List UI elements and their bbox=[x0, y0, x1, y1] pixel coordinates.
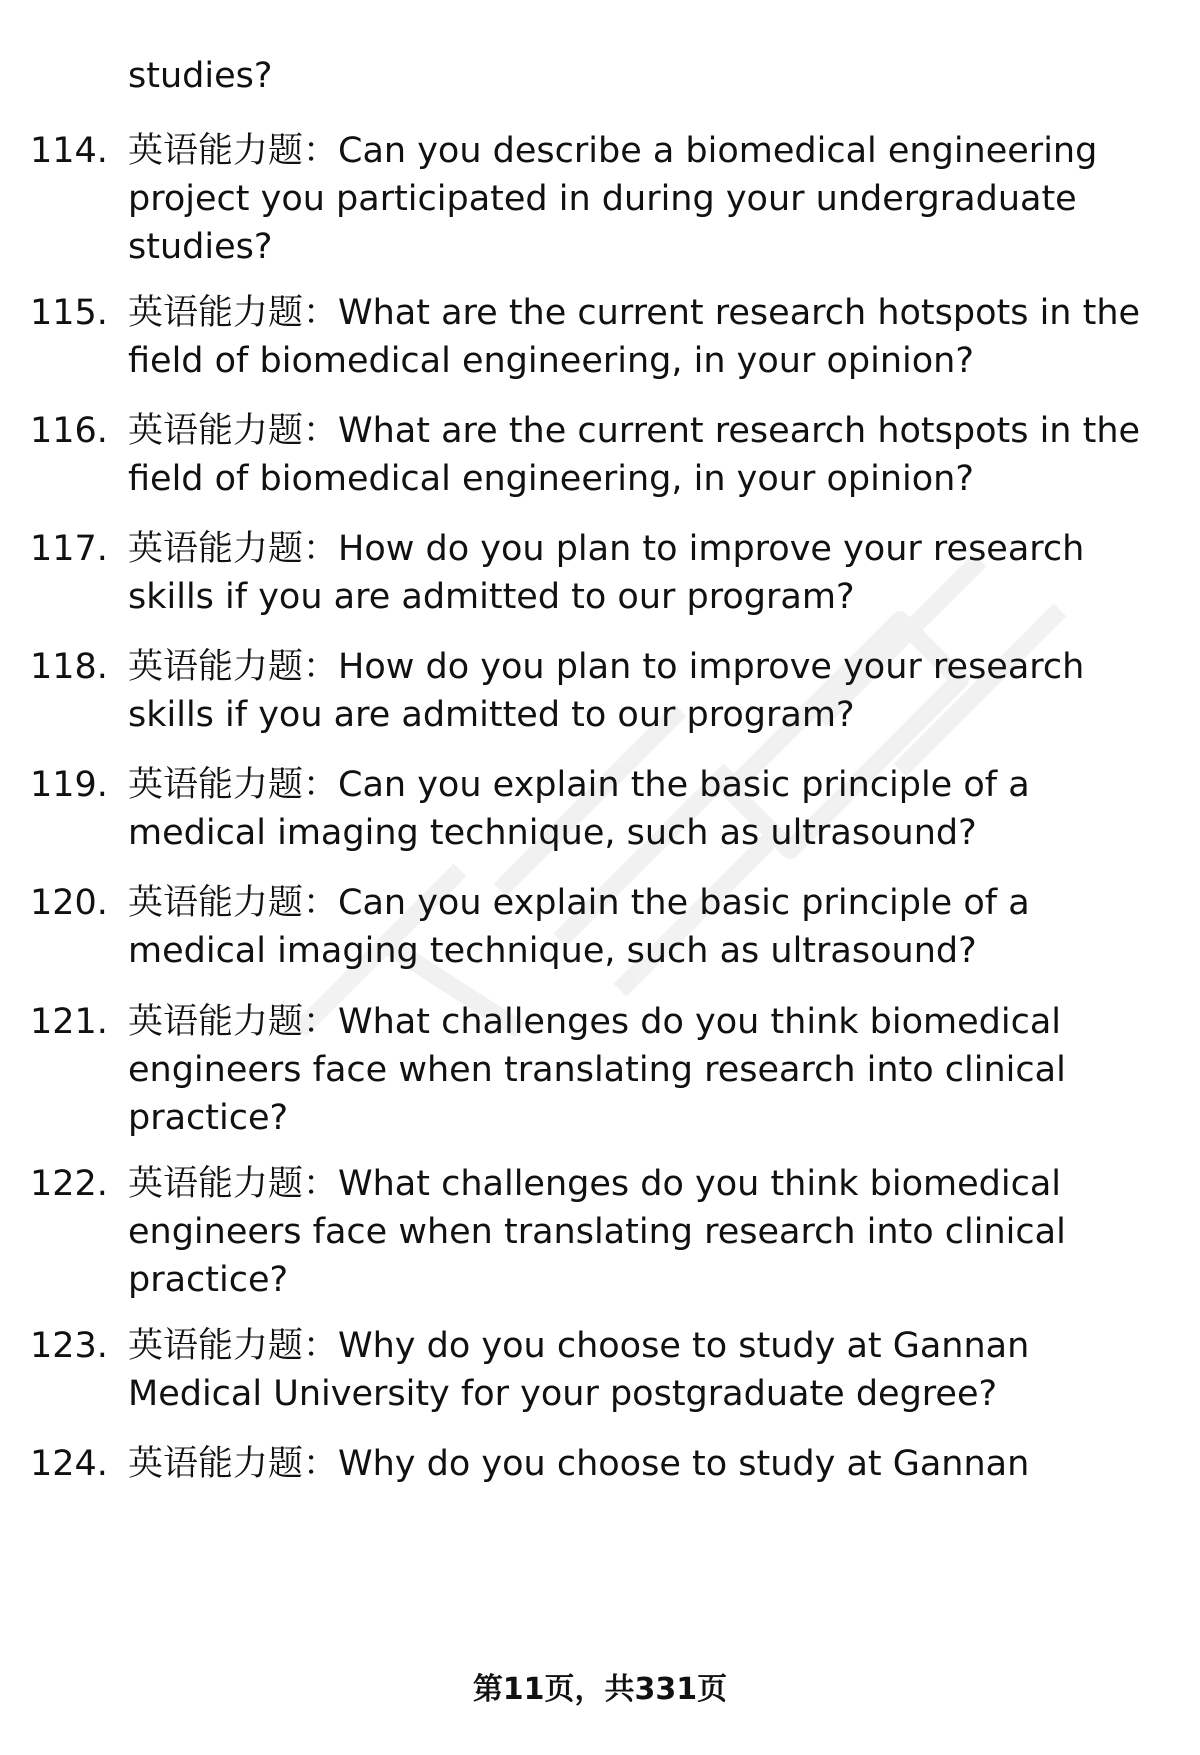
question-line: Can you explain the basic principle of a bbox=[338, 883, 1030, 923]
question-number: 116. bbox=[30, 411, 108, 451]
page-footer: 第11页，共331页 bbox=[472, 1672, 728, 1707]
question-line: Medical University for your postgraduate degree? bbox=[128, 1374, 998, 1414]
question-category: 英语能力题： bbox=[128, 529, 339, 569]
question-text bbox=[128, 643, 1138, 739]
question-line: What challenges do you think biomedical bbox=[338, 1002, 1061, 1042]
question-text bbox=[128, 407, 1141, 503]
question-category: 英语能力题： bbox=[128, 1164, 339, 1204]
question-category: 英语能力题： bbox=[128, 1002, 339, 1042]
question-category: 英语能力题： bbox=[128, 411, 339, 451]
question-text bbox=[128, 998, 1138, 1142]
question-line: What are the current research hotspots in the bbox=[338, 293, 1141, 333]
question-line: field of biomedical engineering, in your opinion? bbox=[128, 459, 974, 499]
question-line: practice? bbox=[128, 1260, 289, 1300]
question-category: 英语能力题： bbox=[128, 765, 339, 805]
question-text bbox=[128, 1440, 1138, 1488]
question-category: 英语能力题： bbox=[128, 131, 339, 171]
question-line: skills if you are admitted to our program? bbox=[128, 695, 855, 735]
question-number: 124. bbox=[30, 1444, 108, 1484]
question-number: 122. bbox=[30, 1164, 108, 1204]
question-line: field of biomedical engineering, in your opinion? bbox=[128, 341, 974, 381]
question-text bbox=[128, 1160, 1138, 1304]
question-line: studies? bbox=[128, 56, 273, 96]
question-line: skills if you are admitted to our program? bbox=[128, 577, 855, 617]
question-text bbox=[128, 525, 1138, 621]
question-text bbox=[128, 52, 1138, 100]
question-number: 115. bbox=[30, 293, 108, 333]
question-line: Can you describe a biomedical engineering bbox=[338, 131, 1098, 171]
question-line: engineers face when translating research into clinical bbox=[128, 1050, 1066, 1090]
question-number: 118. bbox=[30, 647, 108, 687]
question-category: 英语能力题： bbox=[128, 883, 339, 923]
question-line: How do you plan to improve your research bbox=[338, 529, 1085, 569]
question-line: Can you explain the basic principle of a bbox=[338, 765, 1030, 805]
question-line: Why do you choose to study at Gannan bbox=[338, 1326, 1030, 1366]
question-line: Why do you choose to study at Gannan bbox=[338, 1444, 1030, 1484]
question-number: 119. bbox=[30, 765, 108, 805]
question-line: project you participated in during your undergraduate bbox=[128, 179, 1077, 219]
question-category: 英语能力题： bbox=[128, 293, 339, 333]
question-text bbox=[128, 289, 1141, 385]
question-text bbox=[128, 1322, 1138, 1418]
question-line: practice? bbox=[128, 1098, 289, 1138]
question-category: 英语能力题： bbox=[128, 1326, 339, 1366]
question-text bbox=[128, 127, 1138, 271]
question-line: What challenges do you think biomedical bbox=[338, 1164, 1061, 1204]
question-number: 114. bbox=[30, 131, 108, 171]
question-number: 120. bbox=[30, 883, 108, 923]
question-text bbox=[128, 879, 1138, 975]
question-line: How do you plan to improve your research bbox=[338, 647, 1085, 687]
question-line: What are the current research hotspots in the bbox=[338, 411, 1141, 451]
question-category: 英语能力题： bbox=[128, 647, 339, 687]
question-number: 117. bbox=[30, 529, 108, 569]
question-line: medical imaging technique, such as ultrasound? bbox=[128, 813, 977, 853]
question-number: 121. bbox=[30, 1002, 108, 1042]
question-line: studies? bbox=[128, 227, 273, 267]
question-line: engineers face when translating research into clinical bbox=[128, 1212, 1066, 1252]
question-line: medical imaging technique, such as ultrasound? bbox=[128, 931, 977, 971]
question-number: 123. bbox=[30, 1326, 108, 1366]
question-category: 英语能力题： bbox=[128, 1444, 339, 1484]
question-text bbox=[128, 761, 1138, 857]
